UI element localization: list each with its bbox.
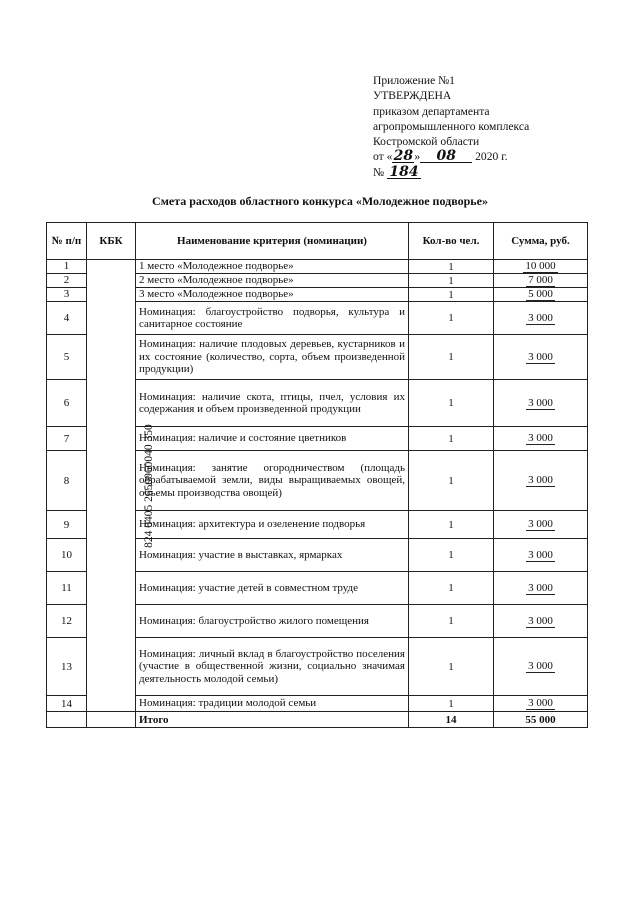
row-sum-value: 3 000: [528, 350, 553, 363]
row-sum: [494, 260, 588, 274]
date-day: 28: [393, 148, 414, 165]
row-sum-value: 3 000: [528, 518, 553, 530]
row-num: 8: [47, 451, 87, 511]
number-value: 184: [387, 166, 421, 179]
row-num: 6: [47, 380, 87, 427]
row-name: 1 место «Молодежное подворье»: [136, 260, 409, 274]
kbk-cell: [87, 260, 155, 712]
row-num: 12: [47, 605, 87, 638]
row-count: 1: [409, 511, 494, 539]
row-name: Номинация: личный вклад в благоустройство поселения (участие в общественной жизни, социально значимая деятельность молодой семьи): [136, 638, 409, 696]
row-name: Номинация: участие в выставках, ярмарках: [136, 539, 409, 572]
header-name: Наименование критерия (номинации): [136, 223, 409, 260]
total-num-empty: [47, 712, 87, 728]
header-count: Кол-во чел.: [409, 223, 494, 260]
document-title: Смета расходов областного конкурса «Молодежное подворье»: [152, 194, 488, 208]
total-label: Итого: [136, 712, 409, 728]
total-count: 14: [409, 712, 494, 728]
approval-block: [373, 73, 603, 180]
row-count: 1: [409, 638, 494, 696]
kbk-code: 824 0405 265006004​0 350: [142, 423, 155, 548]
row-sum: [494, 302, 588, 335]
row-name: Номинация: благоустройство жилого помещения: [136, 605, 409, 638]
row-sum-value: 3 000: [528, 474, 553, 486]
row-name: 2 место «Молодежное подворье»: [136, 274, 409, 288]
order-label: приказом департамента: [373, 104, 490, 118]
row-num: 9: [47, 511, 87, 539]
row-count: 1: [409, 696, 494, 712]
row-sum-value: 10 000: [525, 260, 556, 272]
row-sum-value: 3 000: [528, 660, 553, 672]
department-label: агропромышленного комплекса: [373, 119, 530, 133]
row-sum-value: 3 000: [528, 432, 553, 444]
row-num: 11: [47, 572, 87, 605]
row-sum: [494, 274, 588, 288]
date-mid: »: [414, 150, 421, 164]
row-num: 3: [47, 288, 87, 302]
row-count: 1: [409, 605, 494, 638]
row-sum: [494, 605, 588, 638]
number-prefix: №: [373, 165, 385, 179]
total-row: [47, 712, 588, 728]
row-num: 7: [47, 427, 87, 451]
row-sum: [494, 288, 588, 302]
header-num: № п/п: [47, 223, 87, 260]
appendix-label: Приложение №1: [373, 74, 455, 87]
row-name: Номинация: занятие огородничеством (площадь обрабатываемой земли, виды выращиваемых овощей, объемы производства овощей): [136, 451, 409, 511]
row-sum: [494, 539, 588, 572]
order-date: [373, 149, 603, 164]
header-kbk: КБК: [87, 223, 136, 260]
row-name: Номинация: традиции молодой семьи: [136, 696, 409, 712]
date-prefix: от «: [373, 150, 393, 164]
row-sum-value: 3 000: [528, 548, 553, 561]
row-sum: [494, 335, 588, 380]
row-num: 10: [47, 539, 87, 572]
row-name: Номинация: наличие скота, птицы, пчел, условия их содержания и объем произведенной продукции: [136, 380, 409, 427]
row-name: Номинация: благоустройство подворья, культура и санитарное состояние: [136, 302, 409, 335]
row-count: 1: [409, 451, 494, 511]
date-year: 2020 г.: [475, 150, 508, 164]
row-count: 1: [409, 427, 494, 451]
header-sum: Сумма, руб.: [494, 223, 588, 260]
row-sum: [494, 427, 588, 451]
row-count: 1: [409, 260, 494, 274]
row-sum: [494, 572, 588, 605]
total-kbk-empty: [87, 712, 136, 728]
row-num: 5: [47, 335, 87, 380]
total-sum: 55 000: [494, 712, 588, 728]
row-count: 1: [409, 302, 494, 335]
table-header-row: [47, 223, 588, 260]
row-sum: [494, 696, 588, 712]
row-sum-value: 7 000: [528, 274, 553, 286]
date-month: 08: [420, 150, 472, 163]
approved-label: УТВЕРЖДЕНА: [373, 89, 452, 103]
row-sum: [494, 638, 588, 696]
row-sum-value: 3 000: [528, 581, 553, 594]
row-num: 1: [47, 260, 87, 274]
row-sum-value: 3 000: [528, 697, 553, 709]
row-sum-value: 5 000: [528, 288, 553, 300]
row-count: 1: [409, 380, 494, 427]
row-count: 1: [409, 274, 494, 288]
order-number: [373, 165, 603, 180]
budget-table: [46, 222, 588, 728]
row-name: Номинация: архитектура и озеленение подворья: [136, 511, 409, 539]
row-num: 14: [47, 696, 87, 712]
row-sum-value: 3 000: [528, 311, 553, 324]
row-num: 4: [47, 302, 87, 335]
table-row: [47, 260, 588, 274]
row-sum-value: 3 000: [528, 614, 553, 627]
row-sum: [494, 380, 588, 427]
row-count: 1: [409, 572, 494, 605]
row-name: 3 место «Молодежное подворье»: [136, 288, 409, 302]
row-name: Номинация: участие детей в совместном труде: [136, 572, 409, 605]
row-name: Номинация: наличие плодовых деревьев, кустарников и их состояние (количество, сорта, объем произведенной продукции): [136, 335, 409, 380]
row-num: 2: [47, 274, 87, 288]
row-sum-value: 3 000: [528, 396, 553, 409]
region-label: Костромской области: [373, 135, 480, 149]
row-num: 13: [47, 638, 87, 696]
row-count: 1: [409, 288, 494, 302]
row-sum: [494, 451, 588, 511]
row-name: Номинация: наличие и состояние цветников: [136, 427, 409, 451]
row-sum: [494, 511, 588, 539]
row-count: 1: [409, 335, 494, 380]
row-count: 1: [409, 539, 494, 572]
